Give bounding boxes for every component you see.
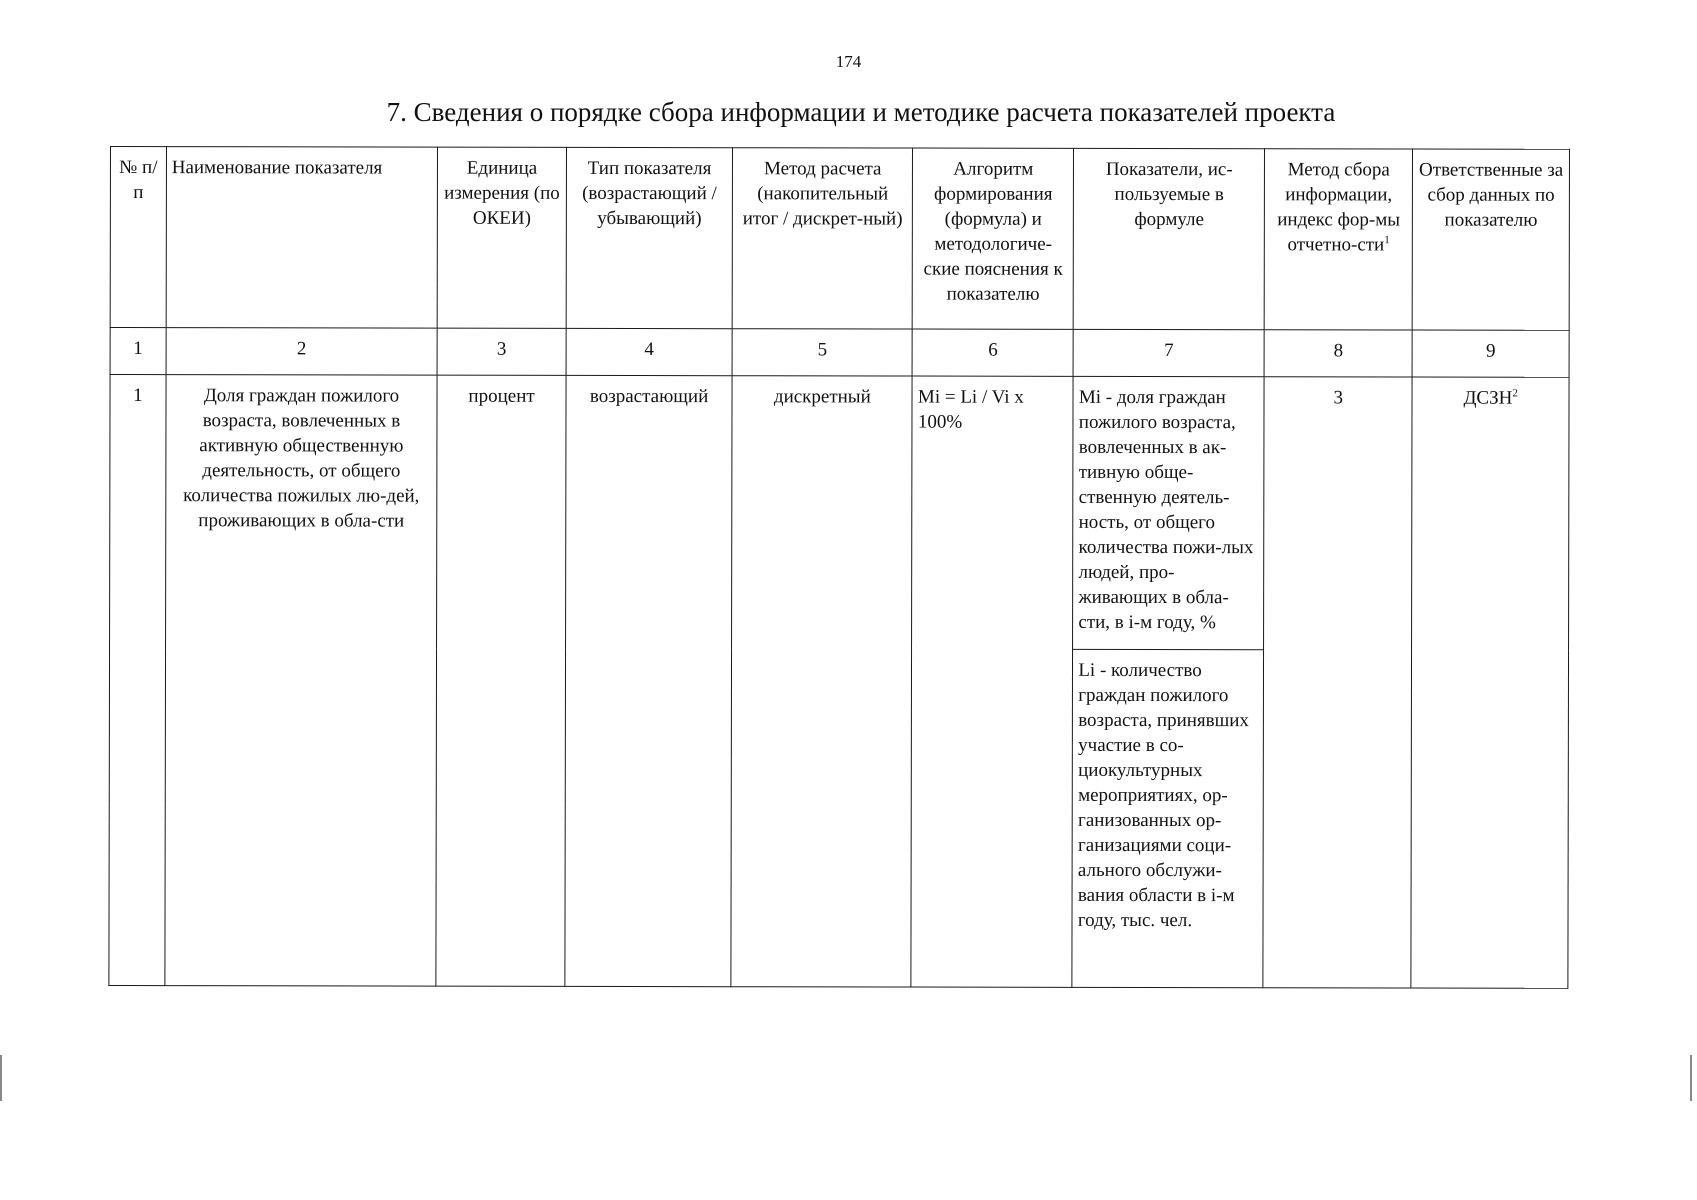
indicator-name-cell: Доля граждан пожилого возраста, вовлеченных в активную общественную деятельность, от общего количества пожилых лю-дей, проживающих в обла-сти [165, 375, 438, 987]
used-indicator-li-cell: Li - количество граждан пожилого возраста, принявших участие в со-циокультурных мероприятиях, ор-ганизованных ор-ганизациями соци-ального обслужи-вания области в i-м году, тыс. чел. [1072, 649, 1264, 987]
indicators-table [108, 146, 1570, 989]
column-number: 9 [1412, 330, 1569, 377]
responsible-text: ДСЗН [1463, 387, 1513, 409]
column-number: 3 [437, 328, 566, 375]
column-number: 2 [166, 328, 437, 376]
header-cell-unit: Единица измерения (по ОКЕИ) [437, 147, 566, 328]
formula-cell: Mi = Li / Vi x 100% [911, 376, 1073, 987]
header-cell-algorithm: Алгоритм формирования (формула) и методологиче-ские пояснения к показателю [913, 148, 1074, 329]
responsible-cell [1411, 377, 1569, 988]
column-number: 1 [110, 328, 166, 375]
scan-edge-mark-right [1690, 1055, 1692, 1101]
used-indicator-mi-cell: Mi - доля граждан пожилого возраста, вовлеченных в ак-тивную обще-ственную деятель-ность, от общего количества пожи-лых людей, про-живающих в обла-сти, в i-м году, % [1073, 376, 1264, 649]
unit-cell: процент [436, 375, 566, 986]
page-number: 174 [835, 52, 862, 71]
collection-method-cell: 3 [1263, 377, 1412, 988]
footnote-marker-1: 1 [1384, 234, 1390, 247]
table-row [110, 375, 1570, 651]
table-header-row [110, 147, 1569, 331]
header-cell-name: Наименование показателя [166, 147, 438, 329]
indicator-type-cell: возрастающий [565, 375, 732, 986]
row-number-cell: 1 [109, 375, 166, 986]
column-number: 7 [1073, 329, 1264, 376]
column-number: 4 [566, 328, 732, 375]
header-cell-used-indicators: Показатели, ис-пользуемые в формуле [1073, 148, 1264, 329]
calc-method-cell: дискретный [731, 376, 912, 987]
column-number: 6 [912, 329, 1073, 376]
scan-edge-mark-left [0, 1055, 2, 1101]
column-number: 5 [732, 329, 912, 376]
header-cell-type: Тип показателя (возрастающий / убывающий) [566, 147, 733, 328]
column-number-row [110, 328, 1569, 378]
header-cell-responsible: Ответственные за сбор данных по показателю [1412, 149, 1569, 330]
header-cell-calc-method: Метод расчета (накопительный итог / дискрет-ный) [732, 148, 913, 329]
footnote-marker-2: 2 [1512, 387, 1518, 400]
header-cell-collection-method [1264, 149, 1412, 330]
column-number: 8 [1264, 330, 1412, 377]
header-cell-number: № п/п [110, 147, 166, 328]
header-collection-method-text: Метод сбора информации, индекс фор-мы отчетно-сти [1277, 159, 1401, 256]
page-title: 7. Сведения о порядке сбора информации и методике расчета показателей проекта [386, 97, 1336, 127]
